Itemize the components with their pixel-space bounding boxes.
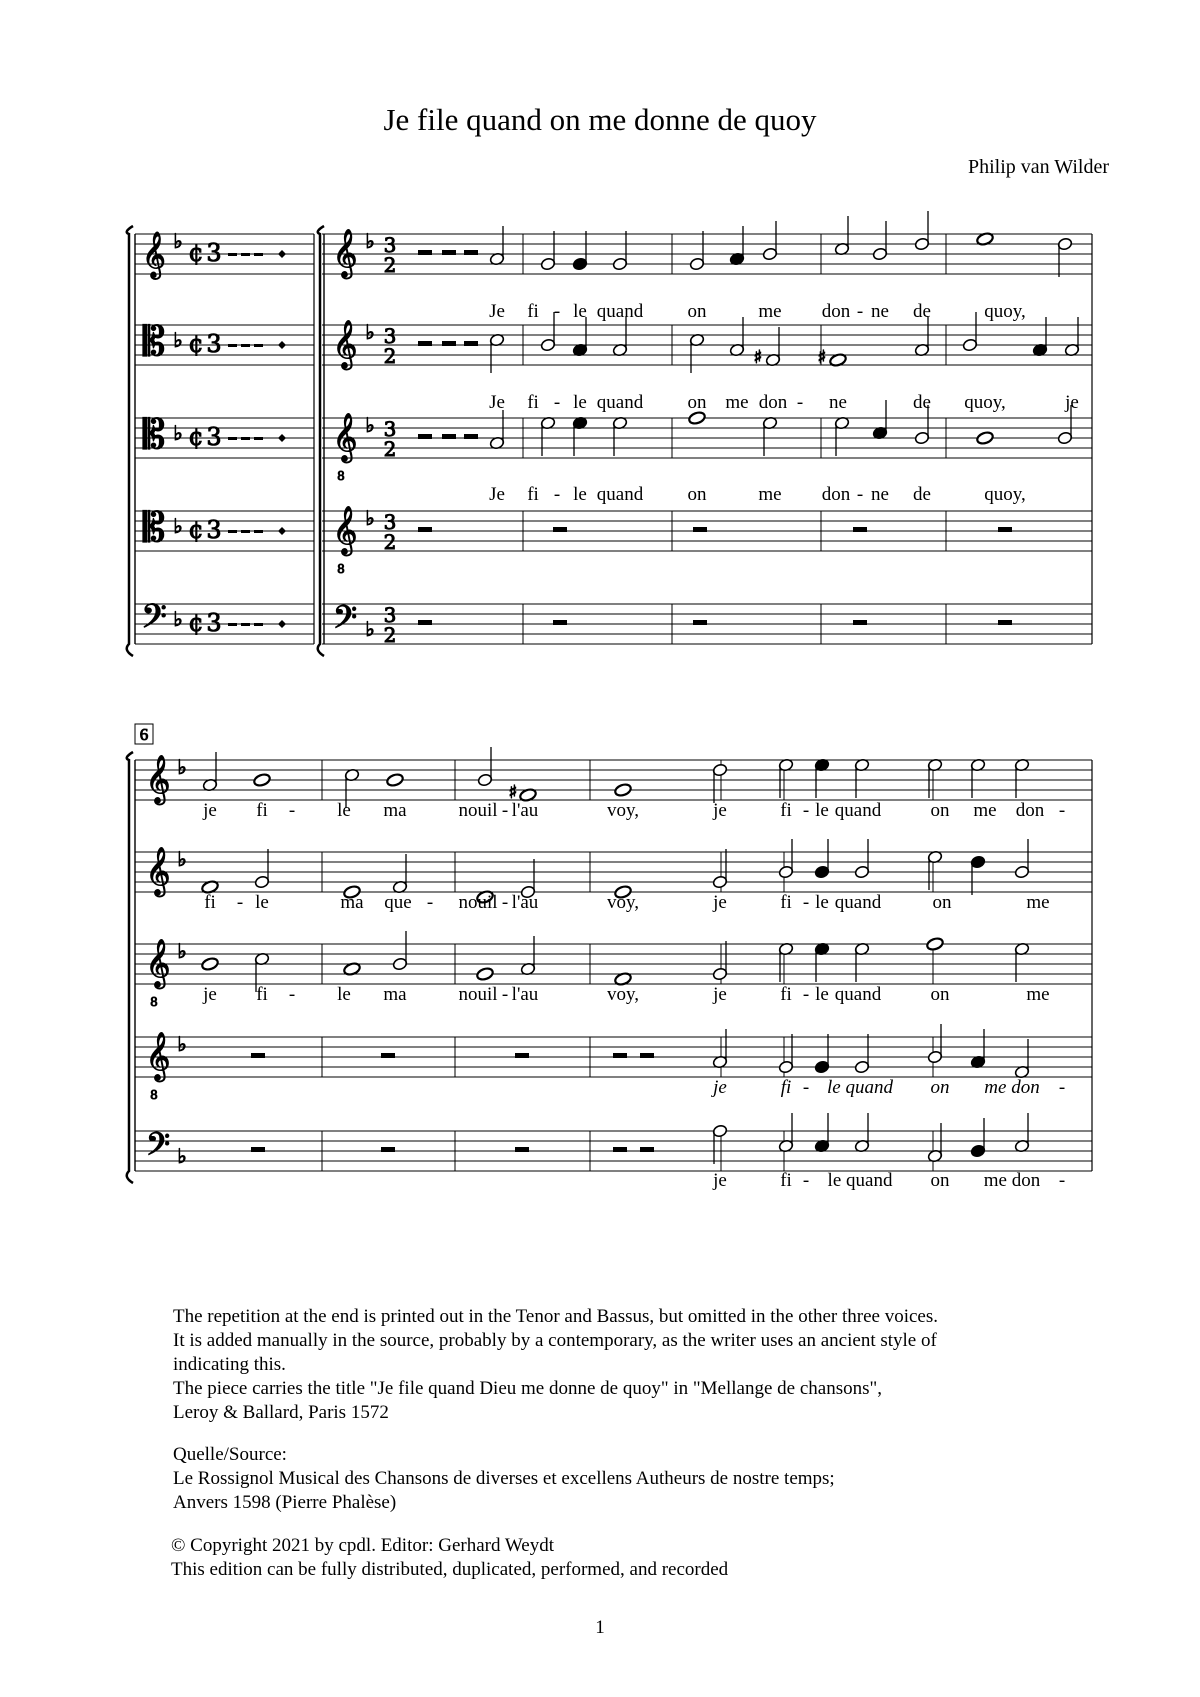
lyric-syllable: fi: [780, 1170, 792, 1191]
bass-clef: 𝄢: [332, 599, 358, 643]
lyric-syllable: je: [713, 800, 727, 821]
rest: [442, 250, 456, 255]
measure-number: 6: [139, 725, 149, 744]
octave-marker: 8: [150, 995, 158, 1009]
rest: [241, 437, 250, 440]
lyric-syllable: le: [815, 984, 829, 1005]
lyric-syllable: on: [687, 301, 707, 322]
lyric-syllable: don: [758, 392, 788, 413]
sharp: ♯: [817, 347, 827, 368]
lyric-syllable: quand: [596, 392, 644, 413]
treble-clef: 𝄞: [142, 232, 166, 278]
lyric-syllable: le: [337, 800, 351, 821]
lyric-syllable: -: [856, 301, 864, 322]
rest: [241, 253, 250, 256]
rest: [254, 344, 263, 347]
rest: [228, 623, 237, 626]
lyric-syllable: fi: [780, 892, 792, 913]
treble-clef: 𝄞: [332, 505, 358, 554]
lyric-syllable: me don: [984, 1077, 1040, 1098]
time-signature-numerator: 3: [206, 609, 222, 637]
lyric-syllable: -: [802, 1077, 810, 1098]
lyric-syllable: quoy,: [964, 392, 1006, 413]
note-line: The repetition at the end is printed out in the Tenor and Bassus, but omitted in the other three voices.: [173, 1306, 939, 1327]
lyric-syllable: nouil: [458, 892, 498, 913]
lyric-syllable: -: [501, 800, 509, 821]
lyric-syllable: ma: [383, 800, 407, 821]
lyric-syllable: quoy,: [984, 301, 1026, 322]
rest: [442, 434, 456, 439]
copyright-line: © Copyright 2021 by cpdl. Editor: Gerhard Weydt: [171, 1535, 554, 1556]
flat-key-signature: ♭: [365, 413, 375, 437]
lyric-syllable: je: [713, 1170, 727, 1191]
flat-key-signature: ♭: [173, 328, 183, 352]
lyric-syllable: on: [930, 984, 950, 1005]
lyric-syllable: voy,: [606, 984, 640, 1005]
lyric-syllable: -: [802, 984, 810, 1005]
lyric-syllable: voy,: [606, 892, 640, 913]
lyric-syllable: je: [713, 984, 727, 1005]
flat-key-signature: ♭: [365, 617, 375, 641]
lyric-syllable: on: [932, 892, 952, 913]
bass-clef: 𝄢: [145, 1126, 171, 1170]
lyric-syllable: nouil: [458, 800, 498, 821]
rest: [613, 1147, 627, 1152]
rest: [228, 253, 237, 256]
flat-key-signature: ♭: [365, 506, 375, 530]
rest: [418, 527, 432, 532]
octave-marker: 8: [337, 469, 345, 483]
lyric-syllable: -: [1058, 1170, 1066, 1191]
lyric-syllable: -: [802, 1170, 810, 1191]
note: [278, 620, 286, 628]
source-line: Quelle/Source:: [173, 1444, 287, 1465]
lyric-syllable: que: [384, 892, 412, 913]
lyric-syllable: de: [913, 392, 931, 413]
lyric-syllable: ma: [383, 984, 407, 1005]
lyric-syllable: ne: [871, 484, 889, 505]
time-signature-denominator: 2: [383, 253, 397, 277]
lyric-syllable: quoy,: [984, 484, 1026, 505]
source-line: Anvers 1598 (Pierre Phalèse): [173, 1492, 397, 1513]
octave-marker: 8: [150, 1088, 158, 1102]
note: [278, 341, 286, 349]
whole-rest: [553, 620, 567, 625]
note: [278, 250, 286, 258]
flat-key-signature: ♭: [177, 755, 187, 779]
lyric-syllable: fi: [256, 984, 268, 1005]
rest: [442, 341, 456, 346]
lyric-syllable: -: [426, 892, 434, 913]
whole-rest: [381, 1147, 395, 1152]
lyric-syllable: le: [573, 301, 587, 322]
whole-rest: [853, 527, 867, 532]
lyric-syllable: quand: [834, 800, 882, 821]
lyric-syllable: le: [815, 800, 829, 821]
whole-rest: [251, 1147, 265, 1152]
lyric-syllable: je: [713, 892, 727, 913]
time-signature-numerator: 3: [206, 330, 222, 358]
time-signature-numerator: 3: [206, 239, 222, 267]
whole-rest: [515, 1147, 529, 1152]
lyric-syllable: -: [796, 392, 804, 413]
note-line: Leroy & Ballard, Paris 1572: [173, 1402, 389, 1423]
time-signature-denominator: 2: [383, 437, 397, 461]
flat-key-signature: ♭: [177, 847, 187, 871]
note: [614, 783, 632, 798]
c-clef: 𝄡: [142, 412, 166, 458]
rest: [418, 434, 432, 439]
source-info: [173, 1443, 835, 1515]
lyric-syllable: me: [1026, 984, 1050, 1005]
lyric-syllable: de: [913, 484, 931, 505]
whole-rest: [515, 1053, 529, 1058]
note-line: It is added manually in the source, probably by a contemporary, as the writer uses an ancient style of: [173, 1330, 937, 1351]
lyric-syllable: fi: [780, 1077, 792, 1098]
whole-rest: [998, 620, 1012, 625]
lyric-syllable: -: [236, 892, 244, 913]
flat-key-signature: ♭: [177, 1032, 187, 1056]
note: [386, 773, 404, 788]
lyric-syllable: fi: [256, 800, 268, 821]
lyric-syllable: -: [553, 301, 561, 322]
lyric-syllable: -: [288, 984, 296, 1005]
lyric-syllable: je: [203, 984, 217, 1005]
rest: [640, 1053, 654, 1058]
time-signature-denominator: 2: [383, 623, 397, 647]
lyric-syllable: me: [973, 800, 997, 821]
rest: [228, 437, 237, 440]
lyric-syllable: le: [573, 484, 587, 505]
treble-clef: 𝄞: [332, 412, 358, 461]
octave-marker: 8: [337, 562, 345, 576]
treble-clef: 𝄞: [145, 938, 171, 987]
lyric-syllable: fi: [204, 892, 216, 913]
system-bracket: [318, 226, 324, 656]
treble-clef: 𝄞: [145, 1031, 171, 1080]
system-bracket: [127, 752, 133, 1183]
rest: [254, 530, 263, 533]
lyric-syllable: ne: [871, 301, 889, 322]
page-number: 1: [595, 1617, 605, 1638]
lyric-syllable: je: [1065, 392, 1079, 413]
lyric-syllable: -: [553, 392, 561, 413]
note: [926, 937, 944, 952]
lyric-syllable: Je: [489, 301, 505, 322]
rest: [254, 253, 263, 256]
rest: [640, 1147, 654, 1152]
lyric-syllable: je: [713, 1077, 727, 1098]
mensuration-sign: ¢: [188, 516, 204, 544]
lyric-syllable: Je: [489, 392, 505, 413]
lyric-syllable: le quand: [827, 1170, 893, 1191]
note: [278, 527, 286, 535]
lyric-syllable: don: [821, 301, 851, 322]
time-signature-numerator: 3: [206, 423, 222, 451]
flat-key-signature: ♭: [173, 229, 183, 253]
time-signature-denominator: 2: [383, 344, 397, 368]
lyric-syllable: l'au: [511, 984, 539, 1005]
lyric-syllable: ne: [829, 392, 847, 413]
lyric-syllable: quand: [834, 892, 882, 913]
sharp: ♯: [508, 782, 518, 803]
rest: [254, 437, 263, 440]
lyric-syllable: on: [930, 1170, 950, 1191]
lyric-syllable: nouil: [458, 984, 498, 1005]
note-line: indicating this.: [173, 1354, 286, 1375]
whole-rest: [553, 527, 567, 532]
time-signature-numerator: 3: [383, 510, 397, 534]
lyric-syllable: l'au: [511, 892, 539, 913]
flat-key-signature: ♭: [177, 1144, 187, 1168]
lyric-syllable: on: [687, 484, 707, 505]
time-signature-numerator: 3: [383, 233, 397, 257]
lyric-syllable: -: [501, 984, 509, 1005]
flat-key-signature: ♭: [173, 514, 183, 538]
lyric-syllable: le: [573, 392, 587, 413]
c-clef: 𝄡: [142, 319, 166, 365]
lyric-syllable: l'au: [511, 800, 539, 821]
lyric-syllable: -: [1058, 800, 1066, 821]
note: [278, 434, 286, 442]
time-signature-numerator: 3: [383, 603, 397, 627]
mensuration-sign: ¢: [188, 330, 204, 358]
lyric-syllable: le: [815, 892, 829, 913]
system-bracket: [127, 226, 133, 656]
editorial-notes: [173, 1305, 1093, 1425]
lyric-syllable: fi: [527, 484, 539, 505]
rest: [228, 344, 237, 347]
flat-key-signature: ♭: [173, 607, 183, 631]
lyric-syllable: le: [255, 892, 269, 913]
rest: [613, 1053, 627, 1058]
lyric-syllable: je: [203, 800, 217, 821]
note: [201, 957, 219, 972]
time-signature-denominator: 2: [383, 530, 397, 554]
lyric-syllable: de: [913, 301, 931, 322]
rest: [464, 434, 478, 439]
flat-key-signature: ♭: [177, 939, 187, 963]
composer: Philip van Wilder: [967, 156, 1109, 178]
treble-clef: 𝄞: [145, 754, 171, 803]
lyric-syllable: me: [1026, 892, 1050, 913]
lyric-syllable: quand: [834, 984, 882, 1005]
lyric-syllable: -: [856, 484, 864, 505]
flat-key-signature: ♭: [173, 421, 183, 445]
sharp: ♯: [753, 347, 763, 368]
source-line: Le Rossignol Musical des Chansons de diverses et excellens Autheurs de nostre temps;: [173, 1468, 835, 1489]
lyric-syllable: me: [725, 392, 749, 413]
whole-rest: [251, 1053, 265, 1058]
c-clef: 𝄡: [142, 505, 166, 551]
bass-clef: 𝄢: [141, 598, 167, 644]
lyric-syllable: don: [1015, 800, 1045, 821]
lyric-syllable: don: [821, 484, 851, 505]
rest: [254, 623, 263, 626]
whole-rest: [998, 527, 1012, 532]
whole-rest: [693, 527, 707, 532]
lyric-syllable: quand: [596, 301, 644, 322]
note: [976, 431, 994, 446]
lyric-syllable: on: [687, 392, 707, 413]
mensuration-sign: ¢: [188, 609, 204, 637]
lyric-syllable: -: [802, 892, 810, 913]
lyric-syllable: me: [758, 484, 782, 505]
time-signature-numerator: 3: [383, 417, 397, 441]
rest: [228, 530, 237, 533]
page-title: Je file quand on me donne de quoy: [383, 102, 817, 137]
rest: [418, 250, 432, 255]
lyric-syllable: le quand: [827, 1077, 893, 1098]
note: [476, 967, 494, 982]
lyric-syllable: on: [930, 800, 950, 821]
treble-clef: 𝄞: [145, 846, 171, 895]
lyric-syllable: quand: [596, 484, 644, 505]
whole-rest: [853, 620, 867, 625]
lyric-syllable: le: [337, 984, 351, 1005]
copyright-line: This edition can be fully distributed, duplicated, performed, and recorded: [171, 1559, 729, 1580]
whole-rest: [693, 620, 707, 625]
lyric-syllable: fi: [780, 800, 792, 821]
rest: [241, 623, 250, 626]
lyric-syllable: me don: [983, 1170, 1041, 1191]
rest: [241, 530, 250, 533]
rest: [464, 341, 478, 346]
lyric-syllable: voy,: [606, 800, 640, 821]
lyric-syllable: -: [553, 484, 561, 505]
lyric-syllable: ma: [340, 892, 364, 913]
rest: [464, 250, 478, 255]
lyric-syllable: fi: [780, 984, 792, 1005]
flat-key-signature: ♭: [365, 229, 375, 253]
lyric-syllable: -: [288, 800, 296, 821]
mensuration-sign: ¢: [188, 423, 204, 451]
lyric-syllable: on: [930, 1077, 950, 1098]
lyric-syllable: -: [802, 800, 810, 821]
lyric-syllable: Je: [489, 484, 505, 505]
flat-key-signature: ♭: [365, 320, 375, 344]
mensuration-sign: ¢: [188, 239, 204, 267]
lyric-syllable: me: [758, 301, 782, 322]
lyric-syllable: -: [1058, 1077, 1066, 1098]
rest: [418, 620, 432, 625]
lyric-syllable: -: [501, 892, 509, 913]
whole-rest: [381, 1053, 395, 1058]
note: [253, 773, 271, 788]
rest: [418, 341, 432, 346]
treble-clef: 𝄞: [332, 228, 358, 277]
rest: [241, 344, 250, 347]
lyric-syllable: fi: [527, 392, 539, 413]
note-line: The piece carries the title "Je file quand Dieu me donne de quoy" in "Mellange de chansons",: [173, 1378, 882, 1399]
treble-clef: 𝄞: [332, 319, 358, 368]
copyright: [171, 1534, 728, 1582]
time-signature-numerator: 3: [383, 324, 397, 348]
lyric-syllable: fi: [527, 301, 539, 322]
time-signature-numerator: 3: [206, 516, 222, 544]
